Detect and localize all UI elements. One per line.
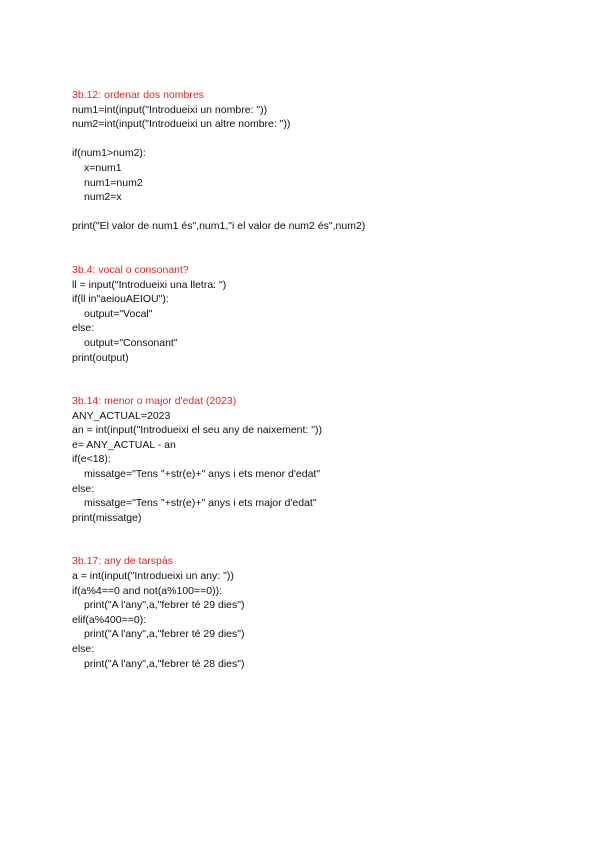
code-line: output="Vocal" [84,307,153,320]
section-heading: 3b.4: vocal o consonant? [72,263,189,276]
code-line: output="Consonant" [84,336,178,349]
code-line: x=num1 [84,161,122,174]
section-vocal-o-consonant [72,263,532,365]
code-line: print(missatge) [72,511,142,524]
section-heading: 3b.17: any de tarspàs [72,555,173,568]
code-line: if(num1>num2): [72,147,146,160]
code-line: print("El valor de num1 és",num1,"i el valor de num2 és",num2) [72,220,366,233]
section-gap [72,525,532,554]
code-line: num2=int(input("Introdueixi un altre nombre: ")) [72,118,291,131]
section-any-de-traspas [72,554,532,671]
code-line: else: [72,643,95,655]
code-line: num1=int(input("Introdueixi un nombre: ")) [72,103,268,116]
code-line: else: [72,322,95,335]
blank-line [72,132,532,147]
code-line: missatge="Tens "+str(e)+" anys i ets menor d'edat" [84,468,321,481]
code-line: a = int(input("Introdueixi un any: ")) [72,570,234,583]
code-line: missatge="Tens "+str(e)+" anys i ets major d'edat" [84,497,317,510]
section-gap [72,365,532,394]
code-line: ANY_ACTUAL=2023 [72,409,171,422]
code-line: print("A l'any",a,"febrer té 29 dies") [84,599,245,612]
code-line: e= ANY_ACTUAL - an [72,438,176,451]
code-line: an = int(input("Introdueixi el seu any de naixement: ")) [72,424,322,437]
code-line: print("A l'any",a,"febrer té 28 dies") [84,657,245,670]
section-heading: 3b.14: menor o major d'edat (2023) [72,395,237,408]
code-line: if(ll in"aeiouAEIOU"): [72,293,169,306]
code-line: else: [72,482,95,495]
code-line: elif(a%400==0): [72,613,147,626]
blank-line [72,205,532,220]
code-line: if(a%4==0 and not(a%100==0)): [72,584,223,597]
document-content [72,88,532,671]
code-line: print("A l'any",a,"febrer té 29 dies") [84,628,245,641]
code-line: if(e<18): [72,453,111,466]
section-menor-o-major-edat [72,394,532,525]
code-line: num1=num2 [84,176,143,189]
code-line: num2=x [84,191,122,204]
section-gap [72,234,532,263]
code-line: print(output) [72,351,129,364]
section-heading: 3b.12: ordenar dos nombres [72,89,204,101]
code-line: ll = input("Introdueixi una lletra: ") [72,278,227,291]
section-ordenar-dos-nombres [72,88,532,234]
